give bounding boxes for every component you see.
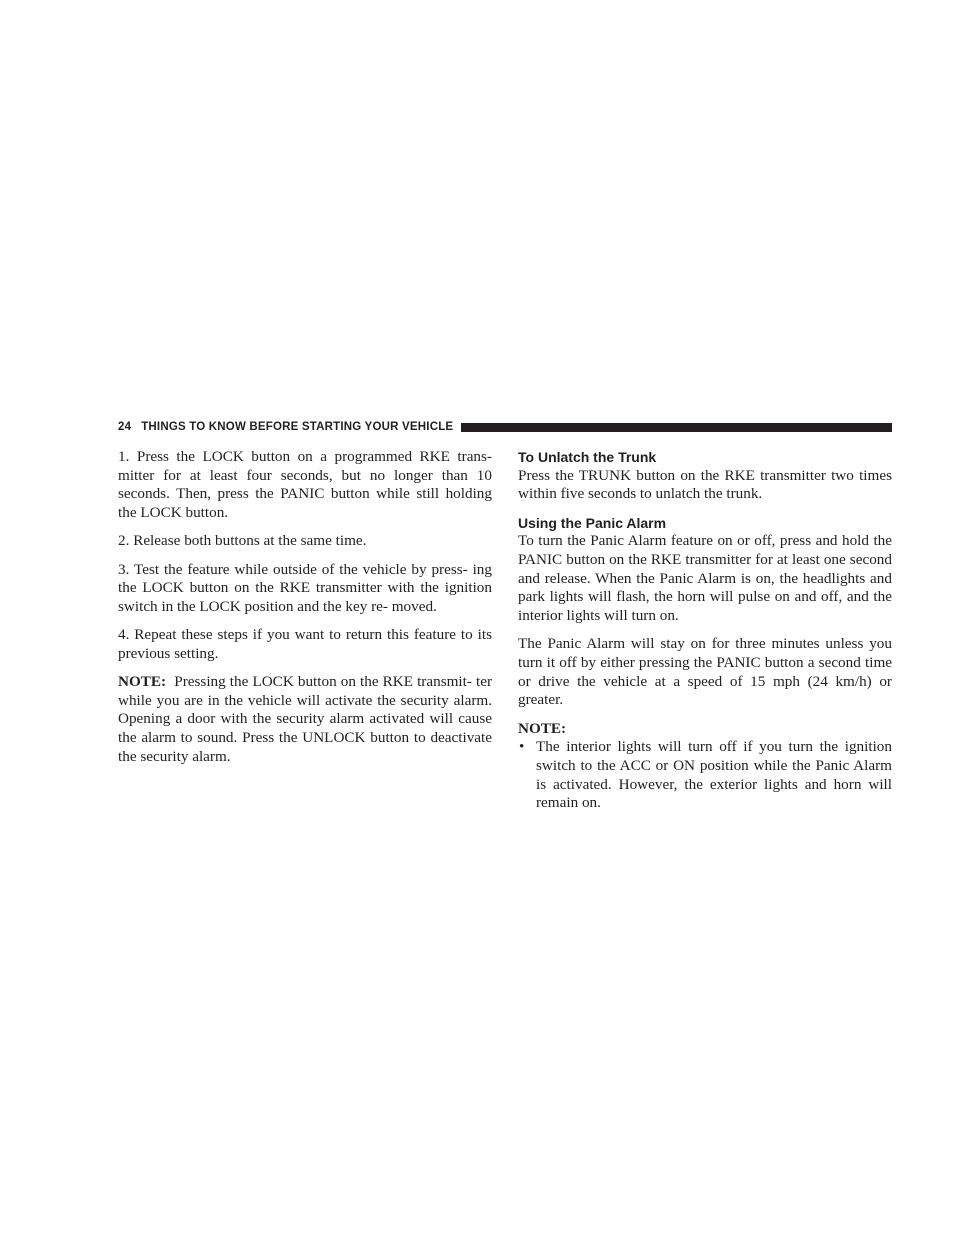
bullet-icon: • (519, 738, 525, 756)
note-paragraph (118, 673, 492, 767)
note-label: NOTE: (118, 673, 167, 691)
right-column (518, 448, 892, 813)
note-block (518, 720, 892, 814)
bullet-text: The interior lights will turn off if you turn the ignition switch to the ACC or ON position while the Panic Alarm is activated. However, the exterior lights and horn will remain on. (536, 738, 892, 812)
page-header (118, 420, 892, 434)
list-item (518, 738, 892, 813)
trunk-paragraph: Press the TRUNK button on the RKE transmitter two times within five seconds to unlatch the trunk. (518, 466, 892, 503)
step-2-paragraph: 2. Release both buttons at the same time. (118, 532, 367, 550)
panic-paragraph-1: To turn the Panic Alarm feature on or off, press and hold the PANIC button on the RKE transmitter for at least one second and release. When the Panic Alarm is on, the headlights and park lights will flash, the horn will pulse on and off, and the interior lights will turn on. (518, 532, 892, 625)
page-number: 24 (118, 421, 132, 433)
note-text: Pressing the LOCK button on the RKE transmit- ter while you are in the vehicle will activate the security alarm. Opening a door with the security alarm activated will cause the alarm to sound. Press the UNLOCK button to deactivate the security alarm. (118, 673, 493, 765)
panic-heading: Using the Panic Alarm (518, 514, 667, 531)
note-label-right: NOTE: (518, 719, 567, 737)
step-1-paragraph: 1. Press the LOCK button on a programmed RKE trans- mitter for at least four seconds, but no longer than 10 seconds. Then, press the PANIC button while still holding the LOCK button. (118, 448, 492, 522)
step-3-paragraph: 3. Test the feature while outside of the vehicle by press- ing the LOCK button on the RKE transmitter with the ignition switch in the LOCK position and the key re- moved. (118, 560, 492, 615)
panic-paragraph-2: The Panic Alarm will stay on for three minutes unless you turn it off by either pressing the PANIC button a second time or drive the vehicle at a speed of 15 mph (24 km/h) or greater. (518, 635, 892, 709)
header-rule (461, 423, 892, 432)
trunk-heading: To Unlatch the Trunk (518, 449, 657, 465)
step-4-paragraph: 4. Repeat these steps if you want to return this feature to its previous setting. (118, 626, 492, 662)
section-title: THINGS TO KNOW BEFORE STARTING YOUR VEHICLE (141, 421, 454, 433)
left-column (118, 448, 492, 776)
